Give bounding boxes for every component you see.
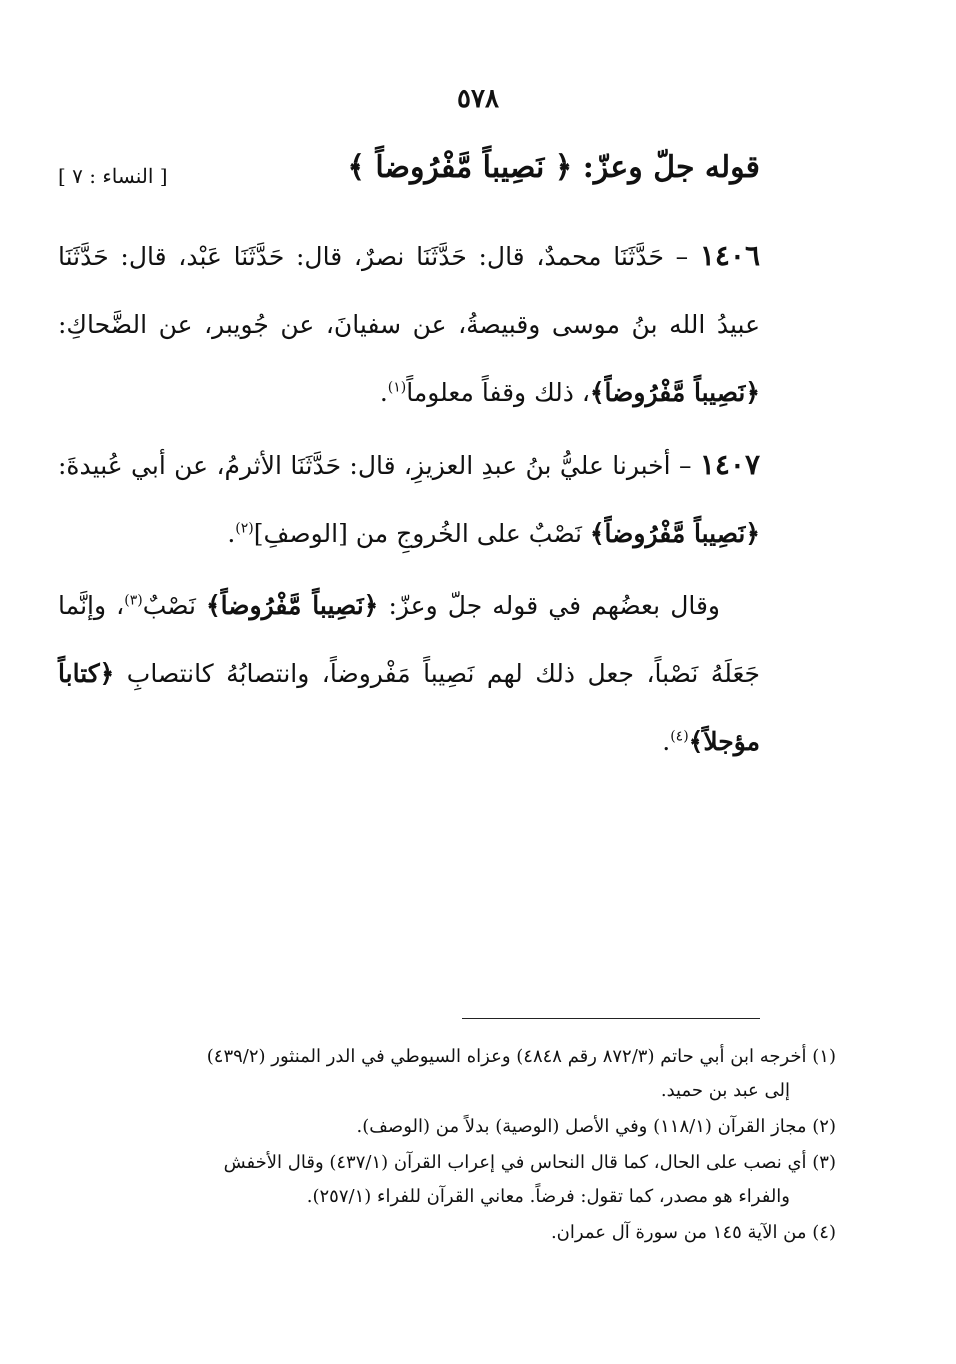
footnote-1 bbox=[70, 1040, 836, 1108]
section-heading-row bbox=[58, 150, 760, 200]
surah-reference: [ النساء : ٧ ] bbox=[58, 164, 168, 188]
footnote-2 bbox=[70, 1110, 836, 1144]
hadith-dash: – bbox=[663, 242, 700, 271]
footnote-separator bbox=[462, 1018, 760, 1019]
footnote-marker: (٢) bbox=[812, 1116, 836, 1137]
footnote-marker: (٤) bbox=[670, 728, 689, 745]
footnote-text-continued: إلى عبد بن حميد. bbox=[660, 1080, 790, 1101]
hadith-text: حَدَّثَنَا محمدٌ، قال: حَدَّثَنَا نصرٌ، قال: حَدَّثَنَا عَبْد، قال: حَدَّثَنَا عبيدُ الله بنُ موسى وقبيصةُ، عن سفيانَ، عن جُويبر، عن الضَّحاكِ: bbox=[58, 242, 760, 339]
page-number: ٥٧٨ bbox=[457, 84, 499, 114]
hadith-entry-1406 bbox=[58, 222, 760, 427]
quran-verse: ﴿نَصِيباً مَّفْرُوضاً﴾ bbox=[589, 378, 760, 407]
sentence-end: . bbox=[379, 378, 388, 407]
sentence-end: . bbox=[227, 519, 236, 548]
footnote-text: مجاز القرآن (١١٨/١) وفي الأصل (الوصية) بدلاً من (الوصف). bbox=[356, 1116, 807, 1137]
sentence-end: . bbox=[662, 727, 671, 756]
hadith-text: أخبرنا عليُّ بنُ عبدِ العزيزِ، قال: حَدَّثَنَا الأثرمُ، عن أبي عُبيدةَ: bbox=[58, 451, 671, 480]
footnote-text: من الآية ١٤٥ من سورة آل عمران. bbox=[550, 1222, 807, 1243]
footnote-marker: (٢) bbox=[235, 520, 254, 537]
quran-verse: ﴿نَصِيباً مَّفْرُوضاً﴾ bbox=[589, 519, 760, 548]
quran-verse: ﴿كتاباً مؤجلاً﴾ bbox=[58, 659, 760, 756]
heading-prefix: قوله جلّ وعزّ: bbox=[582, 150, 760, 185]
footnote-4 bbox=[70, 1216, 836, 1250]
hadith-number: ١٤٠٦ bbox=[699, 239, 760, 272]
footnote-marker: (٣) bbox=[812, 1152, 836, 1173]
commentary-text: ، وإنَّما جَعَلَهُ نَصْباً، جعل ذلك لهم نَصِيباً مَفْروضاً، وانتصابُهُ كانتصابِ bbox=[58, 591, 760, 688]
heading-verse: ﴿ نَصِيباً مَّفْرُوضاً ﴾ bbox=[347, 150, 573, 185]
quran-verse: ﴿نَصِيباً مَّفْرُوضاً﴾ bbox=[206, 591, 379, 620]
footnote-3 bbox=[70, 1146, 836, 1214]
footnote-text: أخرجه ابن أبي حاتم (٨٧٢/٣ رقم ٤٨٤٨) وعزاه السيوطي في الدر المنثور (٤٣٩/٢) bbox=[206, 1046, 807, 1067]
hadith-text-end: نَصْبٌ على الخُروجِ من [الوصفِ] bbox=[253, 519, 590, 548]
hadith-number: ١٤٠٧ bbox=[699, 448, 760, 481]
footnotes bbox=[70, 1040, 836, 1252]
hadith-entry-1407 bbox=[58, 431, 760, 568]
footnote-marker: (٤) bbox=[812, 1222, 836, 1243]
section-heading bbox=[347, 150, 760, 185]
hadith-dash: – bbox=[670, 451, 700, 480]
hadith-text-end: ، ذلك وقفاً معلوماً bbox=[406, 378, 590, 407]
footnote-marker: (١) bbox=[387, 379, 407, 396]
footnote-marker: (١) bbox=[812, 1046, 836, 1067]
footnote-text-continued: والفراء هو مصدر، كما تقول: فرضاً. معاني القرآن للفراء (٢٥٧/١). bbox=[306, 1186, 790, 1207]
commentary-paragraph bbox=[58, 572, 760, 776]
commentary-text: نَصْبٌ bbox=[142, 591, 207, 620]
main-text bbox=[58, 222, 760, 780]
footnote-marker: (٣) bbox=[124, 592, 143, 609]
commentary-text: وقال بعضُهم في قوله جلّ وعزّ: bbox=[378, 591, 720, 620]
footnote-text: أي نصب على الحال، كما قال النحاس في إعراب القرآن (٤٣٧/١) وقال الأخفش bbox=[223, 1152, 807, 1173]
